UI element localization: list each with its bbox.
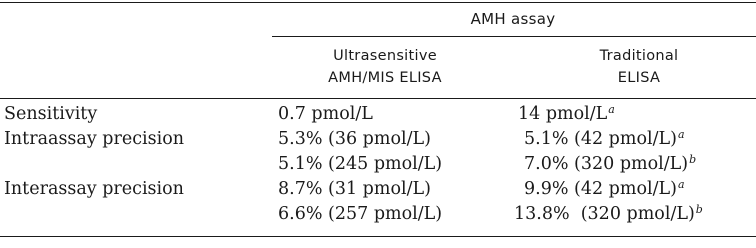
traditional-value: 7.0% (320 pmol/L) [524,154,689,174]
ultrasensitive-value: 5.3% (36 pmol/L) [278,129,431,149]
table-row [0,104,756,129]
traditional-value: 9.9% (42 pmol/L) [524,179,677,199]
row-label: Interassay precision [4,179,184,199]
ultrasensitive-value: 5.1% (245 pmol/L) [278,154,443,174]
footnote-marker: b [695,203,703,216]
traditional-value-cell [524,154,696,174]
ultrasensitive-value: 8.7% (31 pmol/L) [278,179,431,199]
column-header-traditional [524,45,754,89]
ultrasensitive-value: 0.7 pmol/L [278,104,373,124]
traditional-value-cell [518,104,615,124]
footnote-marker: a [677,178,685,191]
column-header-ultrasensitive-line1: Ultrasensitive [333,48,437,64]
traditional-value: 5.1% (42 pmol/L) [524,129,677,149]
bottom-rule [0,236,756,237]
column-header-traditional-line1: Traditional [599,48,679,64]
column-header-ultrasensitive-line2: AMH/MIS ELISA [328,70,442,86]
row-label: Intraassay precision [4,129,184,149]
group-header-amh-assay: AMH assay [470,10,556,28]
table-row [0,204,756,229]
top-rule [0,2,756,3]
traditional-value-cell [524,129,685,149]
table-row [0,129,756,154]
traditional-value-cell [514,204,703,224]
footnote-marker: b [689,153,697,166]
traditional-value-cell [524,179,685,199]
table-row [0,154,756,179]
footnote-marker: a [677,128,685,141]
header-bottom-rule [0,98,756,99]
traditional-value: 14 pmol/L [518,104,608,124]
footnote-marker: a [608,103,615,116]
group-header-rule [272,36,756,37]
traditional-value: 13.8% (320 pmol/L) [514,204,695,224]
column-header-traditional-line2: ELISA [617,70,661,86]
column-header-ultrasensitive [270,45,500,89]
ultrasensitive-value: 6.6% (257 pmol/L) [278,204,443,224]
row-label: Sensitivity [4,104,98,124]
table-row [0,179,756,204]
